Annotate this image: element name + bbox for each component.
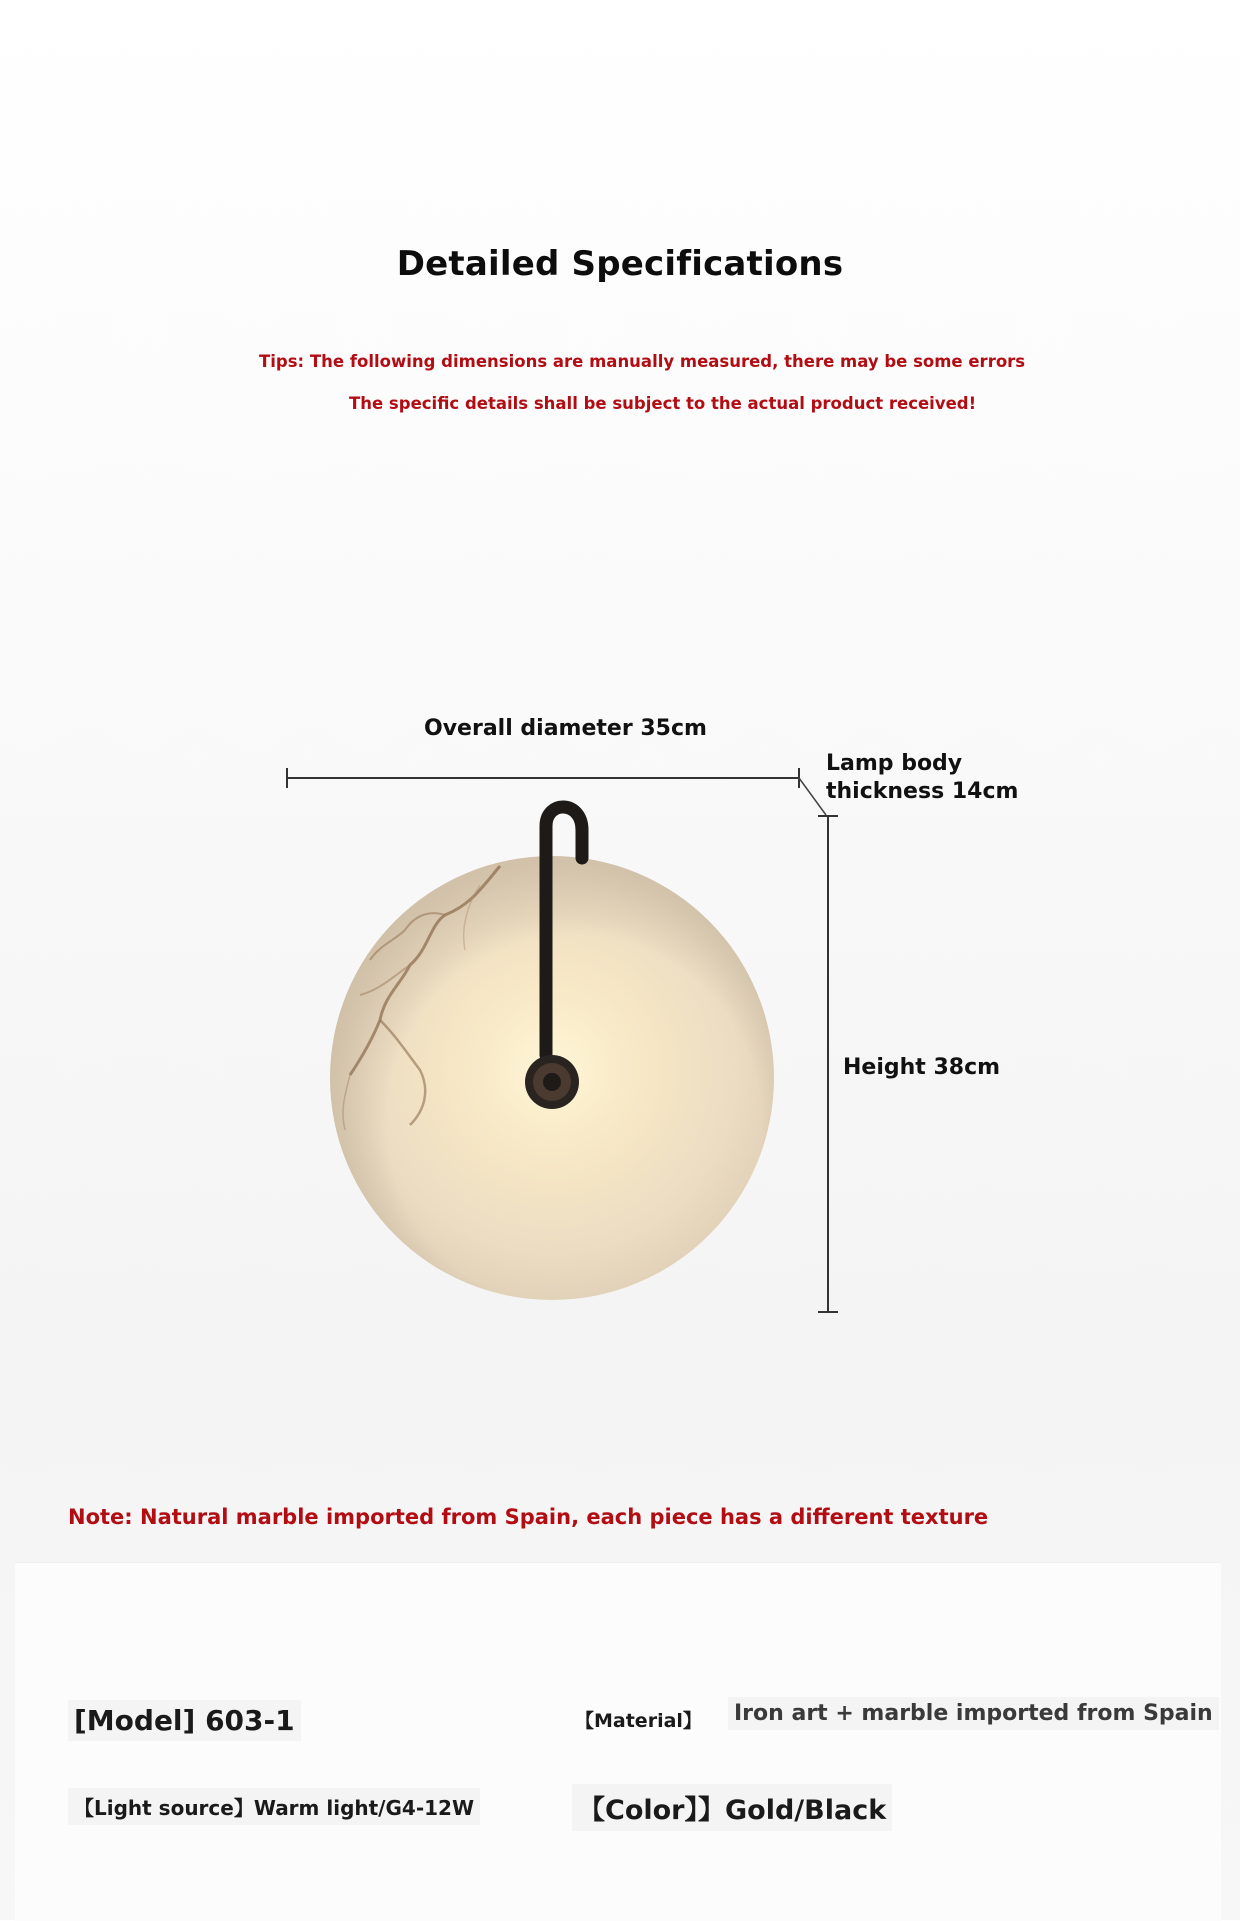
thickness-dimension-line [799, 778, 826, 815]
spec-panel [15, 1562, 1221, 1921]
material-label: 【Material】 [575, 1710, 702, 1732]
thickness-label-line2: thickness 14cm [826, 779, 1019, 804]
height-dimension-line [818, 816, 838, 1312]
material-value: Iron art + marble imported from Spain [728, 1697, 1219, 1730]
height-label: Height 38cm [843, 1055, 1001, 1080]
thickness-label-line1: Lamp body [826, 751, 963, 776]
color-spec: 【Color】】Gold/Black [572, 1784, 892, 1831]
diameter-dimension-line [287, 768, 799, 788]
lamp-dimension-drawing [0, 700, 1240, 1340]
diameter-label: Overall diameter 35cm [424, 716, 707, 741]
light-source-spec: 【Light source】Warm light/G4-12W [68, 1788, 480, 1825]
measurement-tip: Tips: The following dimensions are manually measured, there may be some errors [259, 352, 1026, 371]
product-disclaimer: The specific details shall be subject to the actual product received! [349, 394, 977, 413]
model-spec: [Model] 603-1 [68, 1700, 301, 1741]
page-title: Detailed Specifications [396, 244, 844, 284]
marble-texture-note: Note: Natural marble imported from Spain, each piece has a different texture [68, 1505, 989, 1529]
